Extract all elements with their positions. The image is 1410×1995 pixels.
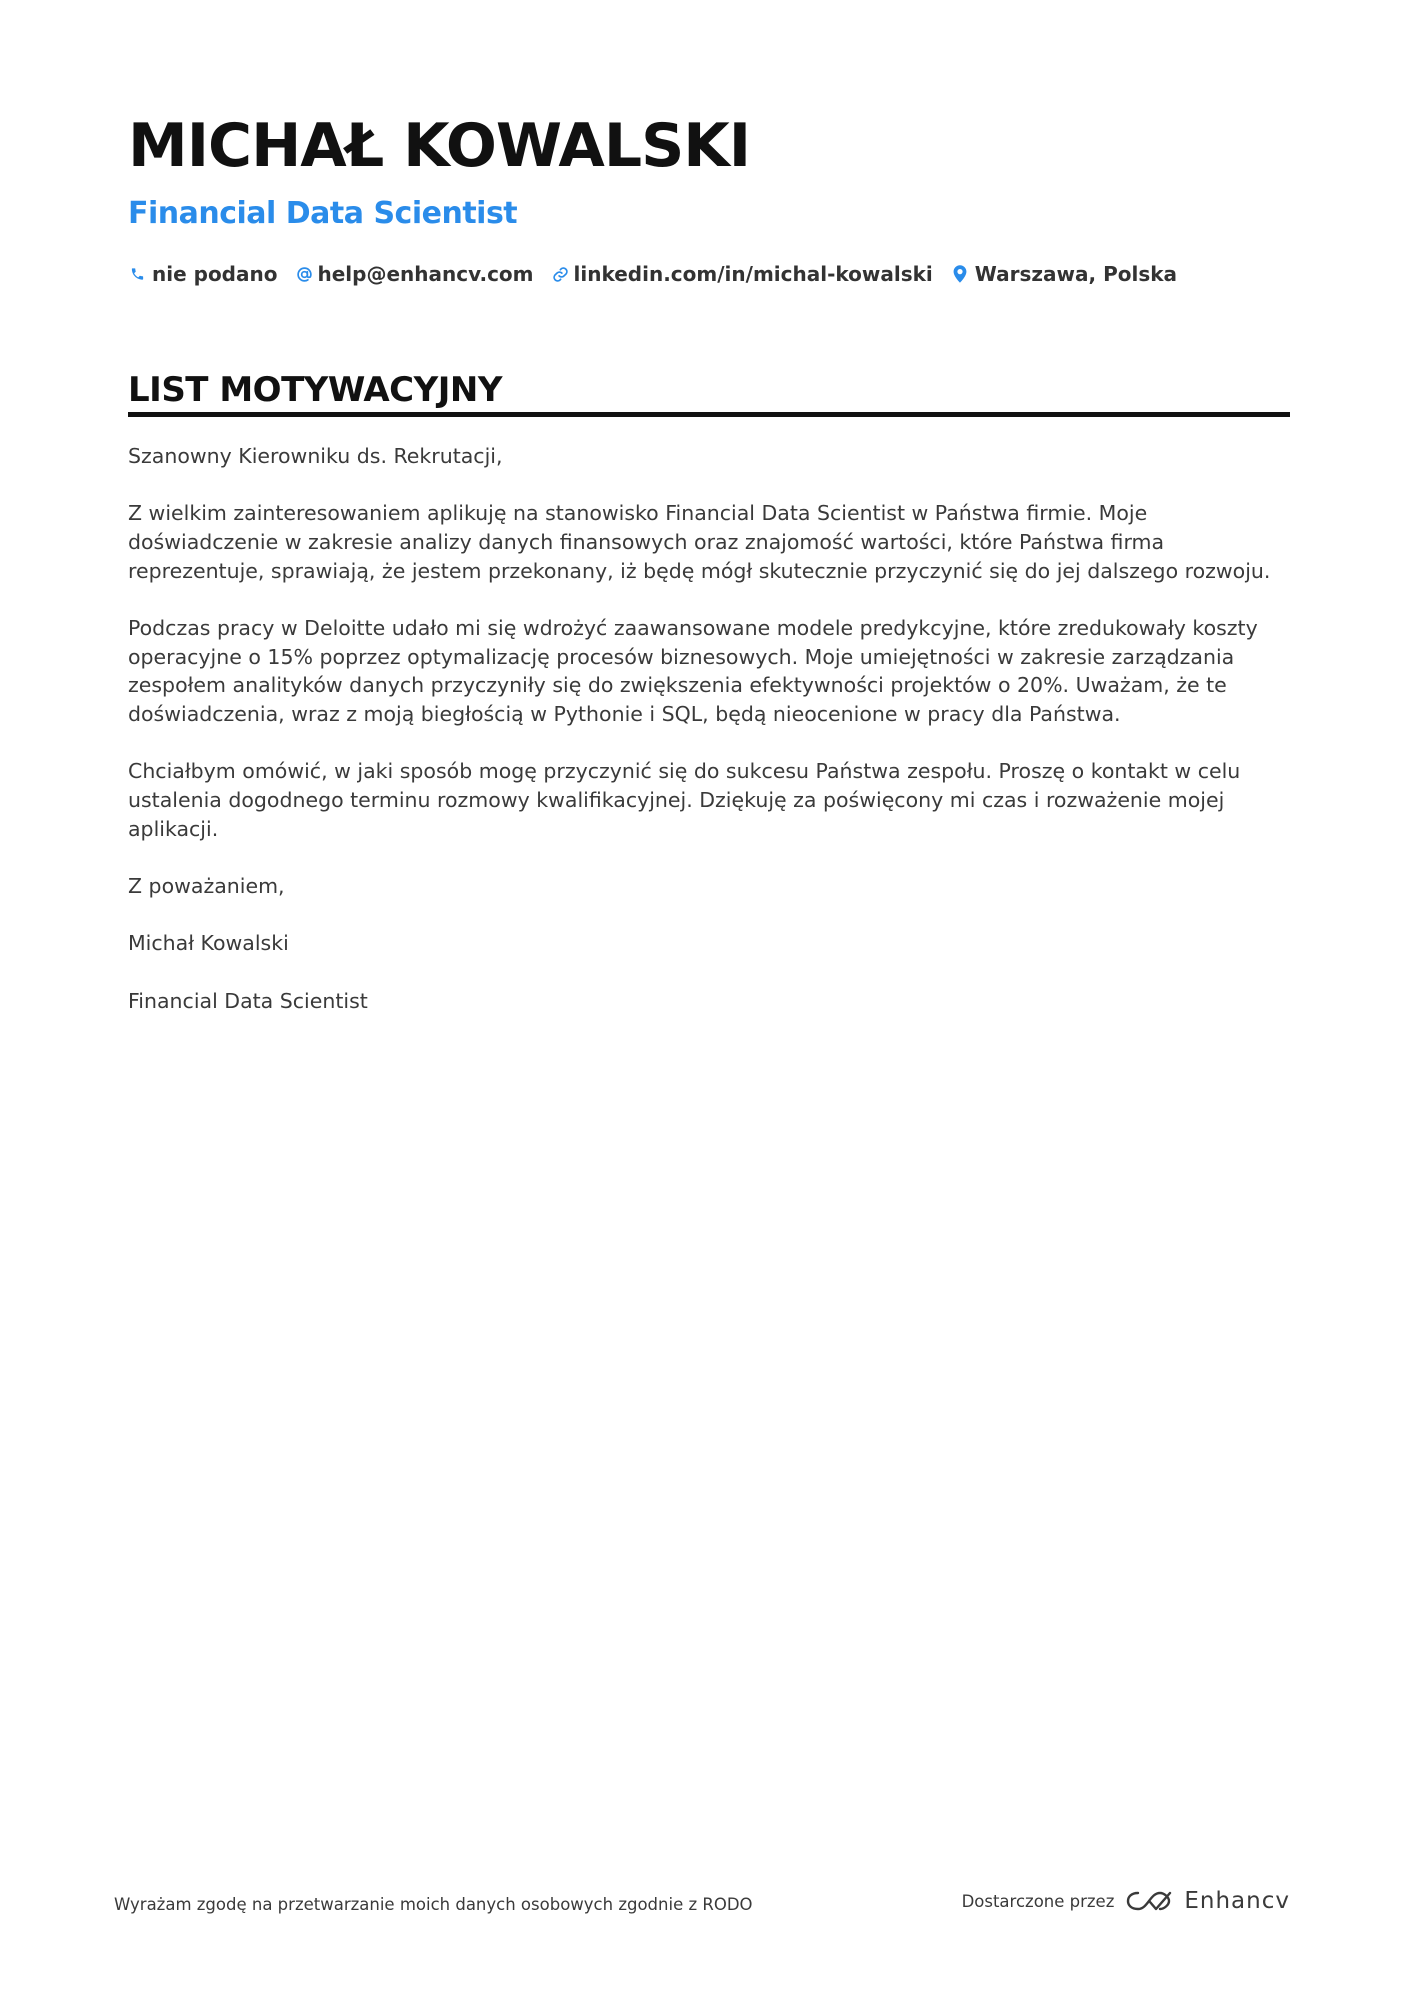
linkedin-link[interactable]: linkedin.com/in/michal-kowalski <box>573 262 933 286</box>
contact-email <box>295 262 533 286</box>
letter-paragraph: Podczas pracy w Deloitte udało mi się wdrożyć zaawansowane modele predykcyjne, które zredukowały koszty operacyjne o 15% poprzez optymalizację procesów biznesowych. Moje umiejętności w zakresie zarządzania zespołem analityków danych przyczyniły się do zwiększenia efektywności projektów o 20%. Uważam, że te doświadczenia, wraz z moją biegłością w Pythonie i SQL, będą nieocenione w pracy dla Państwa. <box>128 616 1258 727</box>
contact-bar <box>128 262 1288 286</box>
letter-closing: Z poważaniem, <box>128 874 285 899</box>
email-link[interactable]: help@enhancv.com <box>317 262 534 286</box>
gdpr-consent: Wyrażam zgodę na przetwarzanie moich danych osobowych zgodnie z RODO <box>114 1895 753 1914</box>
letter-body <box>128 442 1290 1015</box>
phone-icon <box>128 264 146 284</box>
enhancv-logo-icon <box>1126 1889 1172 1913</box>
contact-location <box>951 262 1177 286</box>
signature-name: Michał Kowalski <box>128 931 289 956</box>
contact-phone <box>128 262 277 286</box>
letter-paragraph: Chciałbym omówić, w jaki sposób mogę przyczynić się do sukcesu Państwa zespołu. Proszę o kontakt w celu ustalenia dogodnego terminu rozmowy kwalifikacyjnej. Dziękuję za poświęcony mi czas i rozważenie mojej aplikacji. <box>128 759 1241 841</box>
header <box>128 108 1288 286</box>
candidate-role: Financial Data Scientist <box>128 196 518 231</box>
letter-greeting: Szanowny Kierowniku ds. Rekrutacji, <box>128 444 503 468</box>
at-sign-icon <box>295 264 313 284</box>
signature-title: Financial Data Scientist <box>128 988 368 1013</box>
powered-by <box>962 1888 1290 1914</box>
brand-name[interactable]: Enhancv <box>1184 1888 1290 1914</box>
candidate-name: MICHAŁ KOWALSKI <box>128 111 751 181</box>
letter-paragraph: Z wielkim zainteresowaniem aplikuję na stanowisko Financial Data Scientist w Państwa firmie. Moje doświadczenie w zakresie analizy danych finansowych oraz znajomość wartości, które Państwa firma reprezentuje, sprawiają, że jestem przekonany, iż będę mógł skutecznie przyczynić się do jej dalszego rozwoju. <box>128 501 1271 583</box>
section-title: LIST MOTYWACYJNY <box>128 370 502 410</box>
powered-by-label: Dostarczone przez <box>961 1891 1115 1911</box>
contact-linkedin <box>552 262 933 286</box>
phone-value: nie podano <box>152 262 278 286</box>
map-pin-icon <box>951 264 969 284</box>
link-icon <box>552 264 570 284</box>
location-value: Warszawa, Polska <box>974 262 1178 286</box>
section-divider <box>128 412 1290 417</box>
cover-letter-section <box>128 368 1290 1044</box>
